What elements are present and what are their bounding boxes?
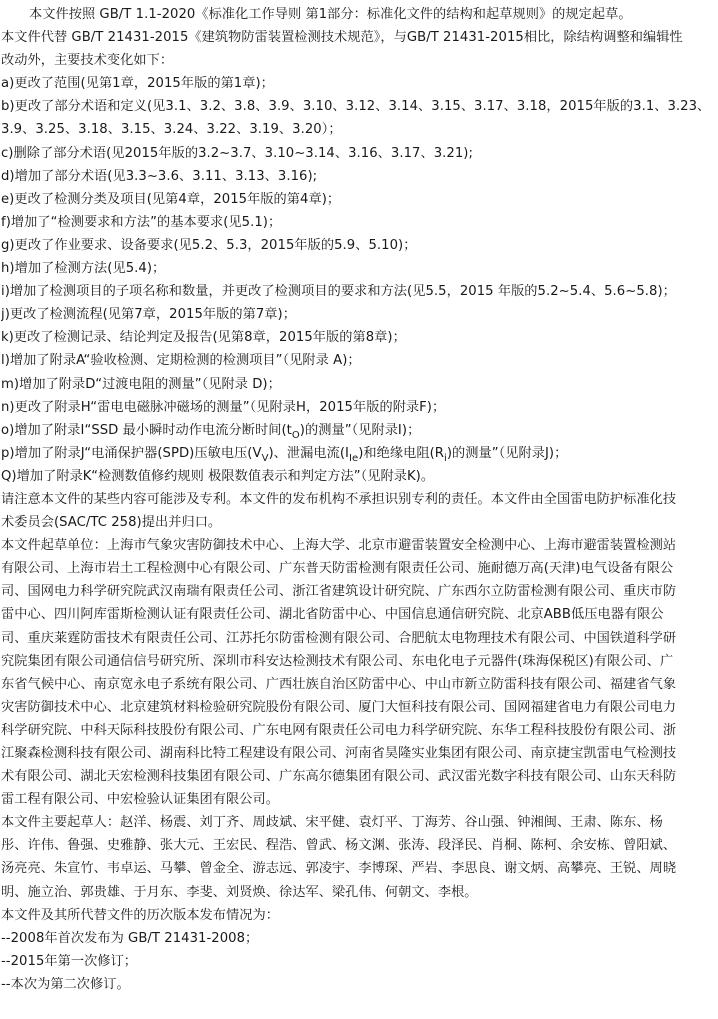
subscript-ie: Ie xyxy=(349,452,359,464)
drafting-units-line-5: 司、重庆莱霆防雷技术有限责任公司、江苏托尔防雷检测有限公司、合肥航太电物理技术有限公司、中国铁道科学研 xyxy=(1,630,677,646)
change-item-e: e)更改了检测分类及项目(见第4章，2015年版的第4章)； xyxy=(1,191,341,207)
change-item-m: m)增加了附录D“过渡电阻的测量”（见附录 D)； xyxy=(1,376,281,392)
change-item-b-line-2: 3.9、3.25、3.18、3.15、3.24、3.22、3.19、3.20）； xyxy=(1,122,342,138)
change-item-h: h)增加了检测方法(见5.4)； xyxy=(1,261,166,277)
version-history-heading: --2008年首次发布为 GB/T 21431-2008； xyxy=(1,930,259,946)
change-item-o-text: o)增加了附录I“SSD 最小瞬时动作电流分断时间(t xyxy=(1,422,292,438)
patent-notice-line-2: 术委员会(SAC/TC 258)提出并归口。 xyxy=(1,515,222,531)
change-item-o-tail: )的测量”（见附录I)； xyxy=(299,422,421,438)
drafting-units-line-6: 究院集团有限公司通信信号研究所、深圳市科安达检测技术有限公司、东电化电子元器件(珠海保税区)有限公司、广 xyxy=(1,653,674,669)
drafting-units-line-2: 有限公司、上海市岩土工程检测中心有限公司、广东普天防雷检测有限责任公司、施耐德万高(天津)电气设备有限公 xyxy=(1,561,674,577)
drafting-units-line-7: 东省气候中心、南京宽永电子系统有限公司、广西壮族自治区防雷中心、中山市新立防雷科技有限公司、福建省气象 xyxy=(1,676,677,692)
drafting-units-line-9: 科学研究院、中科天际科技股份有限公司、广东电网有限责任公司电力科学研究院、东华工程科技股份有限公司、浙 xyxy=(1,722,677,738)
drafting-units-line-11: 术有限公司、湖北天宏检测科技集团有限公司、广东高尔德集团有限公司、武汉雷光数字科技有限公司、山东天科防 xyxy=(1,769,677,785)
drafters-line-4: 本文件及其所代替文件的历次版本发布情况为： xyxy=(1,907,279,923)
change-item-a: a)更改了范围(见第1章，2015年版的第1章)； xyxy=(1,76,274,92)
change-item-p-part-3: )和绝缘电阻(R xyxy=(358,445,445,461)
change-item-p-part-1: p)增加了附录J“电涌保护器(SPD)压敏电压(V xyxy=(1,445,262,461)
patent-notice-line-1: 请注意本文件的某些内容可能涉及专利。本文件的发布机构不承担识别专利的责任。本文件由全国雷电防护标准化技 xyxy=(1,491,677,507)
replacement-statement-line-1: 本文件代替 GB/T 21431-2015《建筑物防雷装置检测技术规范》，与GB/T 21431-2015相比，除结构调整和编辑性 xyxy=(1,30,683,46)
change-item-q: Q)增加了附录K“检测数值修约规则 极限数值表示和判定方法”（见附录K)。 xyxy=(1,468,435,484)
change-item-n: n)更改了附录H“雷电电磁脉冲磁场的测量”（见附录H，2015年版的附录F)； xyxy=(1,399,446,415)
change-item-c: c)删除了部分术语(见2015年版的3.2~3.7、3.10~3.14、3.16、3.17、3.21); xyxy=(1,145,473,161)
version-history-item-2008: --2015年第一次修订； xyxy=(1,953,138,969)
drafting-units-line-3: 司、国网电力科学研究院武汉南瑞有限责任公司、浙江省建筑设计研究院、广东西尔立防雷检测有限公司、重庆市防 xyxy=(1,584,677,600)
drafting-basis-line: 本文件按照 GB/T 1.1-2020《标准化工作导则 第1部分：标准化文件的结构和起草规则》的规定起草。 xyxy=(29,7,632,22)
subscript-o: O xyxy=(291,429,300,441)
change-item-i: i)增加了检测项目的子项名称和数量，并更改了检测项目的要求和方法(见5.5，2015 年版的5.2~5.4、5.6~5.8)； xyxy=(1,284,676,300)
drafting-units-line-13: 本文件主要起草人：赵洋、杨震、刘丁齐、周歧斌、宋平健、袁灯平、丁海芳、谷山强、钟湘闽、王肃、陈东、杨 xyxy=(1,815,663,831)
change-item-g: g)更改了作业要求、设备要求(见5.2、5.3，2015年版的5.9、5.10)； xyxy=(1,237,417,253)
change-item-k: k)更改了检测记录、结论判定及报告(见第8章，2015年版的第8章)； xyxy=(1,330,406,346)
change-item-o xyxy=(1,419,714,442)
change-item-l: l)增加了附录A“验收检测、定期检测的检测项目”（见附录 A)； xyxy=(1,353,361,369)
drafting-units-line-12: 雷工程有限公司、中宏检验认证集团有限公司。 xyxy=(1,792,279,808)
change-item-p-part-2: )、泄漏电流(I xyxy=(268,445,350,461)
change-item-p xyxy=(1,442,714,465)
change-item-p-part-4: )的测量”（见附录J)； xyxy=(446,445,568,461)
change-item-d: d)增加了部分术语(见3.3~3.6、3.11、3.13、3.16); xyxy=(1,168,318,184)
subscript-i: i xyxy=(444,452,447,464)
change-item-b-line-1: b)更改了部分术语和定义(见3.1、3.2、3.8、3.9、3.10、3.12、3.14、3.15、3.17、3.18，2015年版的3.1、3.23、 xyxy=(1,99,711,115)
drafters-line-2: 汤亮亮、朱宣竹、韦卓运、马攀、曾金全、游志远、郭凌宇、李博琛、严岩、李思良、谢文炳、高攀亮、王锐、周晓 xyxy=(1,861,677,877)
change-item-f: f)增加了“检测要求和方法”的基本要求(见5.1)； xyxy=(1,214,282,230)
drafting-units-line-4: 雷中心、四川阿库雷斯检测认证有限责任公司、湖北省防雷中心、中国信息通信研究院、北京ABB低压电器有限公 xyxy=(1,607,664,623)
drafters-line-1: 彤、许伟、鲁强、史雅静、张大元、王宏民、程浩、曾武、杨文渊、张涛、段泽民、肖桐、陈柯、余安栋、曾阳斌、 xyxy=(1,838,677,854)
drafters-line-3: 明、施立治、郭贵雄、于月东、李斐、刘贤焕、徐达军、梁孔伟、何朝文、李根。 xyxy=(1,884,478,900)
drafting-units-line-8: 灾害防御技术中心、北京建筑材料检验研究院股份有限公司、厦门大恒科技有限公司、国网福建省电力有限公司电力 xyxy=(1,699,677,715)
subscript-v: V xyxy=(261,452,269,464)
drafting-units-line-10: 江聚森检测科技有限公司、湖南科比特工程建设有限公司、河南省昊隆实业集团有限公司、南京捷宝凯雷电气检测技 xyxy=(1,746,677,761)
change-item-j: j)更改了检测流程(见第7章，2015年版的第7章)； xyxy=(1,307,296,323)
version-history-item-current xyxy=(1,996,714,1019)
version-history-item-2015: --本次为第二次修订。 xyxy=(1,976,130,992)
replacement-statement-line-2: 改动外，主要技术变化如下： xyxy=(1,53,174,69)
drafting-units-line-1: 本文件起草单位：上海市气象灾害防御技术中心、上海大学、北京市避雷装置安全检测中心、上海市避雷装置检测站 xyxy=(1,538,677,554)
